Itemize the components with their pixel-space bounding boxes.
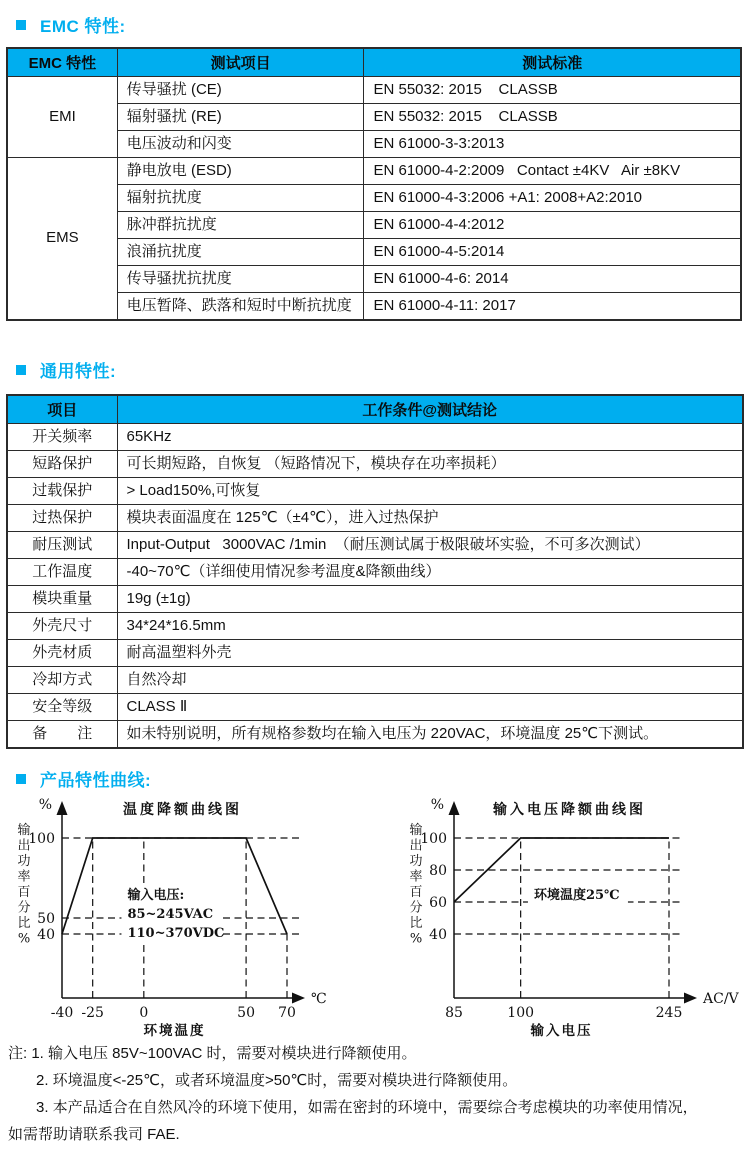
table-cell: 辐射抗扰度	[117, 185, 364, 212]
table-row	[7, 721, 743, 749]
svg-text:245: 245	[655, 1005, 683, 1021]
table-row	[7, 694, 743, 721]
footnote-line: 3. 本产品适合在自然风冷的环境下使用，如需在密封的环境中，需要综合考虑模块的功率使用情况，	[36, 1099, 698, 1116]
table-row	[7, 239, 741, 266]
table-cell: 外壳尺寸	[7, 613, 117, 640]
svg-text:功: 功	[409, 854, 423, 869]
emc-col-header-characteristic: EMC 特性	[7, 48, 117, 77]
table-cell: EN 61000-3-3:2013	[364, 131, 741, 158]
section-heading-general	[16, 357, 116, 382]
svg-text:85~245VAC: 85~245VAC	[127, 906, 214, 922]
table-row	[7, 293, 741, 321]
svg-text:百: 百	[17, 885, 31, 900]
svg-text:100: 100	[28, 831, 55, 847]
table-row	[7, 640, 743, 667]
table-cell: 工作温度	[7, 559, 117, 586]
general-col-header-condition: 工作条件@测试结论	[117, 395, 743, 424]
footnote-line: 注: 1. 输入电压 85V~100VAC 时，需要对模块进行降额使用。	[8, 1045, 417, 1062]
svg-text:输: 输	[409, 823, 423, 838]
table-cell: 电压暂降、跌落和短时中断抗扰度	[117, 293, 364, 321]
svg-text:输: 输	[17, 823, 31, 838]
footnote-line: 如需帮助请联系我司 FAE.	[8, 1126, 180, 1143]
table-row	[7, 104, 741, 131]
svg-text:分: 分	[409, 900, 423, 916]
svg-text:输入电压:: 输入电压:	[127, 887, 185, 903]
footnotes	[8, 1040, 746, 1148]
svg-text:0: 0	[139, 1005, 149, 1021]
svg-text:%: %	[17, 931, 31, 947]
general-table-header-row	[7, 395, 743, 424]
table-row	[7, 667, 743, 694]
svg-text:70: 70	[278, 1005, 296, 1021]
table-cell: EN 61000-4-3:2006 +A1: 2008+A2:2010	[364, 185, 741, 212]
table-cell: 安全等级	[7, 694, 117, 721]
table-row	[7, 131, 741, 158]
table-cell: 静电放电 (ESD)	[117, 158, 364, 185]
svg-text:环境温度: 环境温度	[143, 1023, 206, 1039]
footnote-line: 2. 环境温度<-25℃，或者环境温度>50℃时，需要对模块进行降额使用。	[36, 1072, 518, 1089]
svg-text:率: 率	[17, 869, 31, 885]
table-row	[7, 266, 741, 293]
table-cell: EN 61000-4-4:2012	[364, 212, 741, 239]
svg-text:率: 率	[409, 869, 423, 885]
square-bullet-icon	[16, 365, 26, 375]
svg-text:50: 50	[37, 911, 55, 927]
table-cell: EN 61000-4-2:2009 Contact ±4KV Air ±8KV	[364, 158, 741, 185]
svg-text:输入电压降额曲线图: 输入电压降额曲线图	[493, 802, 646, 818]
table-cell: 19g (±1g)	[117, 586, 743, 613]
svg-text:比: 比	[409, 916, 423, 931]
table-cell: 65KHz	[117, 424, 743, 451]
svg-text:出: 出	[17, 838, 31, 854]
table-cell: 过载保护	[7, 478, 117, 505]
table-cell: 过热保护	[7, 505, 117, 532]
square-bullet-icon	[16, 20, 26, 30]
table-cell: EN 61000-4-6: 2014	[364, 266, 741, 293]
table-cell: 模块重量	[7, 586, 117, 613]
table-cell: CLASS Ⅱ	[117, 694, 743, 721]
svg-text:40: 40	[429, 927, 447, 943]
svg-text:110~370VDC: 110~370VDC	[127, 925, 225, 941]
table-cell: EN 61000-4-5:2014	[364, 239, 741, 266]
input-voltage-derating-chart	[396, 788, 748, 1040]
emc-col-header-test-item: 测试项目	[117, 48, 364, 77]
table-cell: 传导骚扰 (CE)	[117, 77, 364, 104]
temperature-derating-chart	[4, 788, 356, 1040]
table-row	[7, 424, 743, 451]
svg-text:分: 分	[17, 900, 31, 916]
svg-text:℃: ℃	[311, 991, 327, 1007]
svg-text:100: 100	[420, 831, 447, 847]
svg-text:温度降额曲线图: 温度降额曲线图	[123, 802, 242, 818]
group-cell: EMS	[7, 158, 117, 321]
section-heading-emc	[16, 12, 126, 37]
table-cell: 电压波动和闪变	[117, 131, 364, 158]
svg-text:80: 80	[429, 863, 447, 879]
table-row	[7, 212, 741, 239]
svg-text:%: %	[38, 797, 52, 813]
svg-text:出: 出	[409, 838, 423, 854]
svg-text:%: %	[409, 931, 423, 947]
table-cell: EN 61000-4-11: 2017	[364, 293, 741, 321]
svg-text:50: 50	[237, 1005, 256, 1021]
svg-text:功: 功	[17, 854, 31, 869]
table-row	[7, 451, 743, 478]
table-cell: 可长期短路，自恢复 （短路情况下，模块存在功率损耗）	[117, 451, 743, 478]
table-row	[7, 505, 743, 532]
table-row	[7, 478, 743, 505]
svg-text:AC/V: AC/V	[703, 991, 739, 1007]
table-cell: 短路保护	[7, 451, 117, 478]
table-row	[7, 158, 741, 185]
svg-text:100: 100	[507, 1005, 535, 1021]
svg-text:%: %	[430, 797, 444, 813]
table-cell: > Load150%,可恢复	[117, 478, 743, 505]
emc-table-header-row	[7, 48, 741, 77]
group-cell: EMI	[7, 77, 117, 158]
general-col-header-item: 项目	[7, 395, 117, 424]
table-cell: EN 55032: 2015 CLASSB	[364, 77, 741, 104]
table-cell: Input-Output 3000VAC /1min （耐压测试属于极限破坏实验，不可多次测试）	[117, 532, 743, 559]
svg-text:85: 85	[445, 1005, 463, 1021]
table-cell: 备 注	[7, 721, 117, 749]
table-row	[7, 586, 743, 613]
svg-text:比: 比	[17, 916, 31, 931]
table-cell: 传导骚扰抗扰度	[117, 266, 364, 293]
svg-text:输入电压: 输入电压	[530, 1023, 593, 1039]
svg-text:百: 百	[409, 885, 423, 900]
table-cell: 34*24*16.5mm	[117, 613, 743, 640]
section-heading-label: 产品特性曲线:	[40, 771, 152, 790]
table-cell: 脉冲群抗扰度	[117, 212, 364, 239]
table-row	[7, 559, 743, 586]
table-cell: 辐射骚扰 (RE)	[117, 104, 364, 131]
square-bullet-icon	[16, 774, 26, 784]
table-cell: 耐压测试	[7, 532, 117, 559]
svg-text:60: 60	[429, 895, 447, 911]
table-cell: -40~70℃（详细使用情况参考温度&降额曲线）	[117, 559, 743, 586]
svg-text:-40: -40	[50, 1005, 74, 1021]
table-cell: 模块表面温度在 125℃（±4℃），进入过热保护	[117, 505, 743, 532]
table-row	[7, 77, 741, 104]
table-cell: 浪涌抗扰度	[117, 239, 364, 266]
table-cell: 耐高温塑料外壳	[117, 640, 743, 667]
emc-col-header-test-standard: 测试标准	[364, 48, 741, 77]
svg-text:环境温度25℃: 环境温度25℃	[533, 887, 620, 903]
section-heading-label: EMC 特性:	[40, 17, 126, 36]
table-cell: 自然冷却	[117, 667, 743, 694]
table-cell: 开关频率	[7, 424, 117, 451]
table-row	[7, 185, 741, 212]
table-cell: 外壳材质	[7, 640, 117, 667]
table-cell: 如未特别说明，所有规格参数均在输入电压为 220VAC，环境温度 25℃下测试。	[117, 721, 743, 749]
table-row	[7, 532, 743, 559]
emc-table	[6, 47, 742, 321]
table-cell: EN 55032: 2015 CLASSB	[364, 104, 741, 131]
table-cell: 冷却方式	[7, 667, 117, 694]
svg-text:40: 40	[37, 927, 55, 943]
table-row	[7, 613, 743, 640]
general-table	[6, 394, 744, 749]
svg-text:-25: -25	[81, 1005, 104, 1021]
section-heading-label: 通用特性:	[40, 362, 117, 381]
